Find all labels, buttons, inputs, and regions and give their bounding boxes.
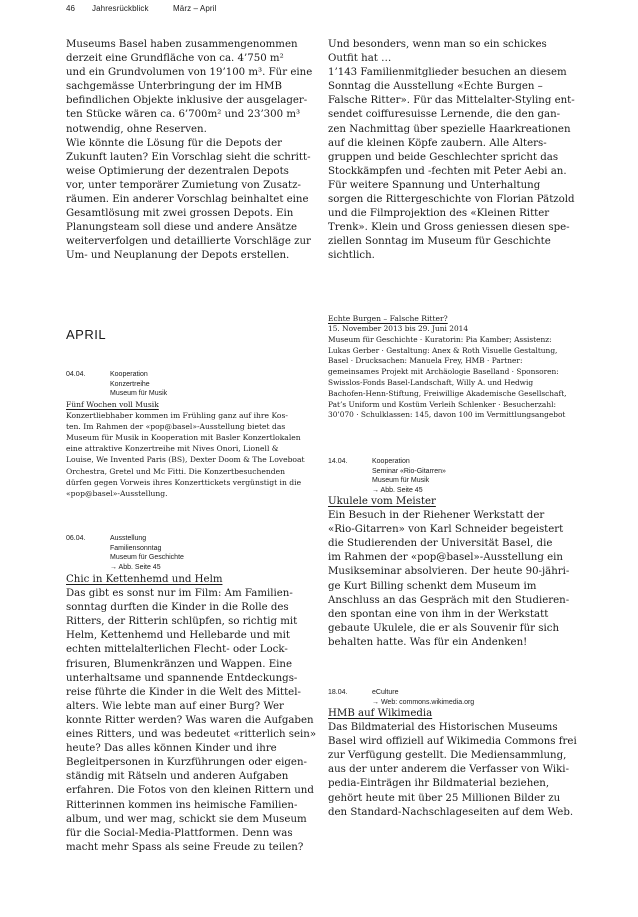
text-line: Swisslos-Fonds Basel-Landschaft, Willy A. und Hedwig [328,377,534,387]
text-line: Outfit hat … [328,53,392,65]
text-line: Museum für Geschichte · Kuratorin: Pia Kamber; Assistenz: [328,334,552,344]
text-line: notwendig, ohne Reserven. [66,123,207,135]
text-line: zur Verfügung gestellt. Die Mediensammlung, [328,750,567,762]
entry-meta-lines [110,534,184,572]
text-line: 15. November 2013 bis 29. Juni 2014 [328,324,469,333]
text-line: Konzertreihe [110,380,150,388]
text-line: Seminar «Rio-Gitarren» [372,467,446,475]
text-line: Gesamtlösung mit zwei grossen Depots. Ein [66,208,294,220]
text-line: «Rio-Gitarren» von Karl Schneider begeistert [328,524,564,536]
text-line: sichtlich. [328,250,375,262]
text-line: räumen. Ein anderer Vorschlag beinhaltet eine [66,194,309,206]
text-line: Für weitere Spannung und Unterhaltung [328,179,541,191]
text-line: Kooperation [110,371,148,378]
text-line: Planungsteam soll diese und andere Ansätze [66,222,298,234]
exhibition-credits [328,313,590,421]
text-line: Museums Basel haben zusammengenommen [66,39,298,50]
text-line: sendet coiffuresuisse Lernende, die den gan- [328,109,561,121]
text-line: Museum für Musik [372,477,430,484]
text-line: 1’143 Familienmitglieder besuchen an diesem [328,67,567,79]
text-line: Falsche Ritter». Für das Mittelalter-Styling ent- [328,95,575,107]
text-line: Helm, Kettenhemd und Hellebarde und mit [66,630,290,642]
text-line: gehört heute mit über 25 Millionen Bilder zu [328,792,561,804]
entry-meta [66,534,322,574]
text-line: Begleitpersonen in Kurzführungen oder eigen- [66,757,307,769]
text-line: Stockkämpfen und -fechten mit Peter Aebi an. [328,165,567,177]
credits-text [328,324,590,421]
text-line: behalten hatte. Was für ein Andenken! [328,636,528,648]
text-line: album, und wer mag, schickt sie dem Museum [66,813,307,825]
text-line: echten mittelalterlichen Flecht- oder Lock- [66,644,288,656]
text-line: Wie könnte die Lösung für die Depots der [66,137,282,149]
text-line: konnte Ritter werden? Was waren die Aufgaben [66,714,314,726]
text-line: ständig mit Rätseln und anderen Aufgaben [66,771,289,783]
text-line: und die Filmprojektion des «Kleinen Ritter [328,208,550,220]
left-intro-text [66,38,322,264]
text-line: eine attraktive Konzertreihe mit Nives Onori, Lionell & [66,444,279,454]
text-line: Ein Besuch in der Riehener Werkstatt der [328,510,545,522]
text-line: ziellen Sonntag im Museum für Geschichte [328,236,551,248]
entry-fuenf-wochen [66,399,322,499]
text-line: eCulture [372,689,399,696]
text-line: Musikseminar absolvieren. Der heute 90-jähri- [328,566,570,578]
text-line: Das Bildmaterial des Historischen Museums [328,722,558,734]
text-line: ge Kurt Billing schenkt dem Museum im [328,580,537,592]
text-line: zen Nachmittag über spezielle Haarkreationen [328,123,571,135]
entry-date: 14.04. [328,458,348,465]
text-line: Museum für Musik [110,390,168,397]
text-line: vor, unter temporärer Zumietung von Zusatz- [66,179,301,191]
text-line: befindlichen Objekte inklusive der ausgelager- [66,95,308,107]
left-intro-lines [66,38,322,264]
text-line: Um- und Neuplanung der Depots erstellen. [66,250,290,262]
entry-title: Chic in Kettenhemd und Helm [66,574,223,585]
text-line: Konzertliebhaber kommen im Frühling ganz auf ihre Kos- [66,411,288,421]
text-line: Ritters, der Ritterin schlüpfen, so richtig mit [66,616,298,628]
text-line: reise führte die Kinder in die Welt des Mittel- [66,686,301,698]
entry-meta-lines [372,688,474,707]
text-line: Museum für Musik in Kooperation mit Basler Konzertlokalen [66,433,301,443]
entry-meta [328,457,590,497]
text-line: → Web: commons.wikimedia.org [372,698,475,706]
entry-text [66,587,322,855]
entry-text [328,721,590,820]
text-line: Bachofen-Henn-Stiftung, Freiwillige Akademische Gesellschaft, [328,388,567,398]
text-line: Trenk». Klein und Gross geniessen diesen spe- [328,222,570,234]
entry-date: 06.04. [66,535,86,542]
text-line: Ausstellung [110,535,147,542]
text-line: weiterverfolgen und detaillierte Vorschläge zur [66,236,311,248]
text-line: → Abb. Seite 45 [110,563,161,571]
running-head-period: März – April [173,4,217,13]
text-line: sonntag durften die Kinder in die Rolle des [66,602,289,614]
text-line: dürfen gegen Vorweis ihres Konzerttickets vergünstigt in die [66,477,302,487]
text-line: sachgemässe Unterbringung der im HMB [66,81,282,93]
text-line: Kooperation [372,458,410,465]
text-line: gruppen und beide Geschlechter spricht das [328,151,559,163]
text-line: und ein Grundvolumen von 19’100 m³. Für eine [66,67,313,79]
text-line: Ritterinnen kommen ins heimische Familien- [66,799,298,811]
entry-title: Fünf Wochen voll Musik [66,400,159,409]
entry-meta-lines [110,370,167,399]
running-head-title: Jahresrückblick [92,4,149,13]
text-line: frisuren, Blumenkränzen und Wappen. Eine [66,658,292,670]
entry-hmb-auf-wikimedia [328,707,590,820]
page-number: 46 [66,4,76,13]
text-line: heute? Das alles können Kinder und ihre [66,743,277,755]
text-line: macht mehr Spass als seine Freude zu teilen? [66,841,304,853]
running-head [66,4,216,13]
text-line: Museum für Geschichte [110,554,184,561]
entry-date: 18.04. [328,689,348,696]
text-line: ten Stücke wären ca. 6’700m² und 23’300 m³ [66,109,301,121]
text-line: den spontan eine von ihm in der Werkstatt [328,608,549,620]
text-line: gemeinsames Projekt mit Archäologie Baselland · Sponsoren: [328,367,559,377]
text-line: Lukas Gerber · Gestaltung: Anex & Roth Visuelle Gestaltung, [328,345,558,355]
text-line: unterhaltsame und spannende Entdeckungs- [66,672,298,684]
entry-text [66,410,322,499]
entry-chic-in-kettenhemd [66,573,322,855]
right-intro-text [328,38,590,264]
text-line: weise Optimierung der dezentralen Depots [66,165,289,177]
text-line: Familiensonntag [110,544,162,552]
entry-text [328,509,590,650]
text-line: Basel · Drucksachen: Manuela Frey, HMB · Partner: [328,356,523,366]
text-line: erfahren. Die Fotos von den kleinen Rittern und [66,785,314,797]
text-line: gebaute Ukulele, die er als Souvenir für sich [328,622,559,634]
text-line: Zukunft lauten? Ein Vorschlag sieht die schritt- [66,151,311,163]
text-line: den Standard-Nachschlageseiten auf dem Web. [328,806,574,818]
text-line: alters. Wie lebte man auf einer Burg? Wer [66,700,284,712]
text-line: «pop@basel»-Ausstellung. [66,488,168,498]
text-line: im Rahmen der «pop@basel»-Ausstellung ein [328,552,563,564]
text-line: Pat’s Uniform und Kostüm Verleih Schlenker · Besucherzahl: [328,399,556,409]
right-intro-lines [328,38,590,264]
entry-title: Ukulele vom Meister [328,496,436,507]
entry-title: HMB auf Wikimedia [328,708,433,719]
text-line: Und besonders, wenn man so ein schickes [328,39,547,50]
entry-meta [66,370,322,400]
text-line: 30’070 · Schulklassen: 145, davon 100 im Vermittlungsangebot [328,410,566,420]
text-line: Das gibt es sonst nur im Film: Am Familien- [66,588,293,600]
text-line: Louise, We Invented Paris (BS), Dexter Doom & The Loveboat [66,455,305,465]
entry-meta-lines [372,457,446,495]
text-line: die Studierenden der Universität Basel, die [328,538,553,550]
text-line: pedia-Einträgen ihr Bildmaterial beziehen, [328,778,550,790]
text-line: sorgen die Rittergeschichte von Florian Pätzold [328,194,575,206]
text-line: Anschluss an das Gespräch mit den Studieren- [328,594,570,606]
text-line: auf die kleinen Köpfe zaubern. Alle Alters- [328,137,547,149]
text-line: Basel wird offiziell auf Wikimedia Commons frei [328,736,577,748]
text-line: eines Ritters, und was bedeutet «ritterlich sein» [66,729,317,741]
text-line: Orchestra, Gretel und Mc Fitti. Die Konzertbesuchenden [66,466,286,476]
text-line: Sonntag die Ausstellung «Echte Burgen – [328,81,543,93]
text-line: aus der unter anderem die Verfasser von Wiki- [328,764,570,776]
credits-title: Echte Burgen – Falsche Ritter? [328,314,448,323]
text-line: derzeit eine Grundfläche von ca. 4’750 m² [66,53,284,65]
entry-date: 04.04. [66,371,86,378]
text-line: für die Social-Media-Plattformen. Denn was [66,827,293,839]
section-heading-april: APRIL [66,327,107,342]
text-line: → Abb. Seite 45 [372,486,423,494]
text-line: ten. Im Rahmen der «pop@basel»-Ausstellung bietet das [66,422,286,432]
entry-ukulele-vom-meister [328,495,590,650]
